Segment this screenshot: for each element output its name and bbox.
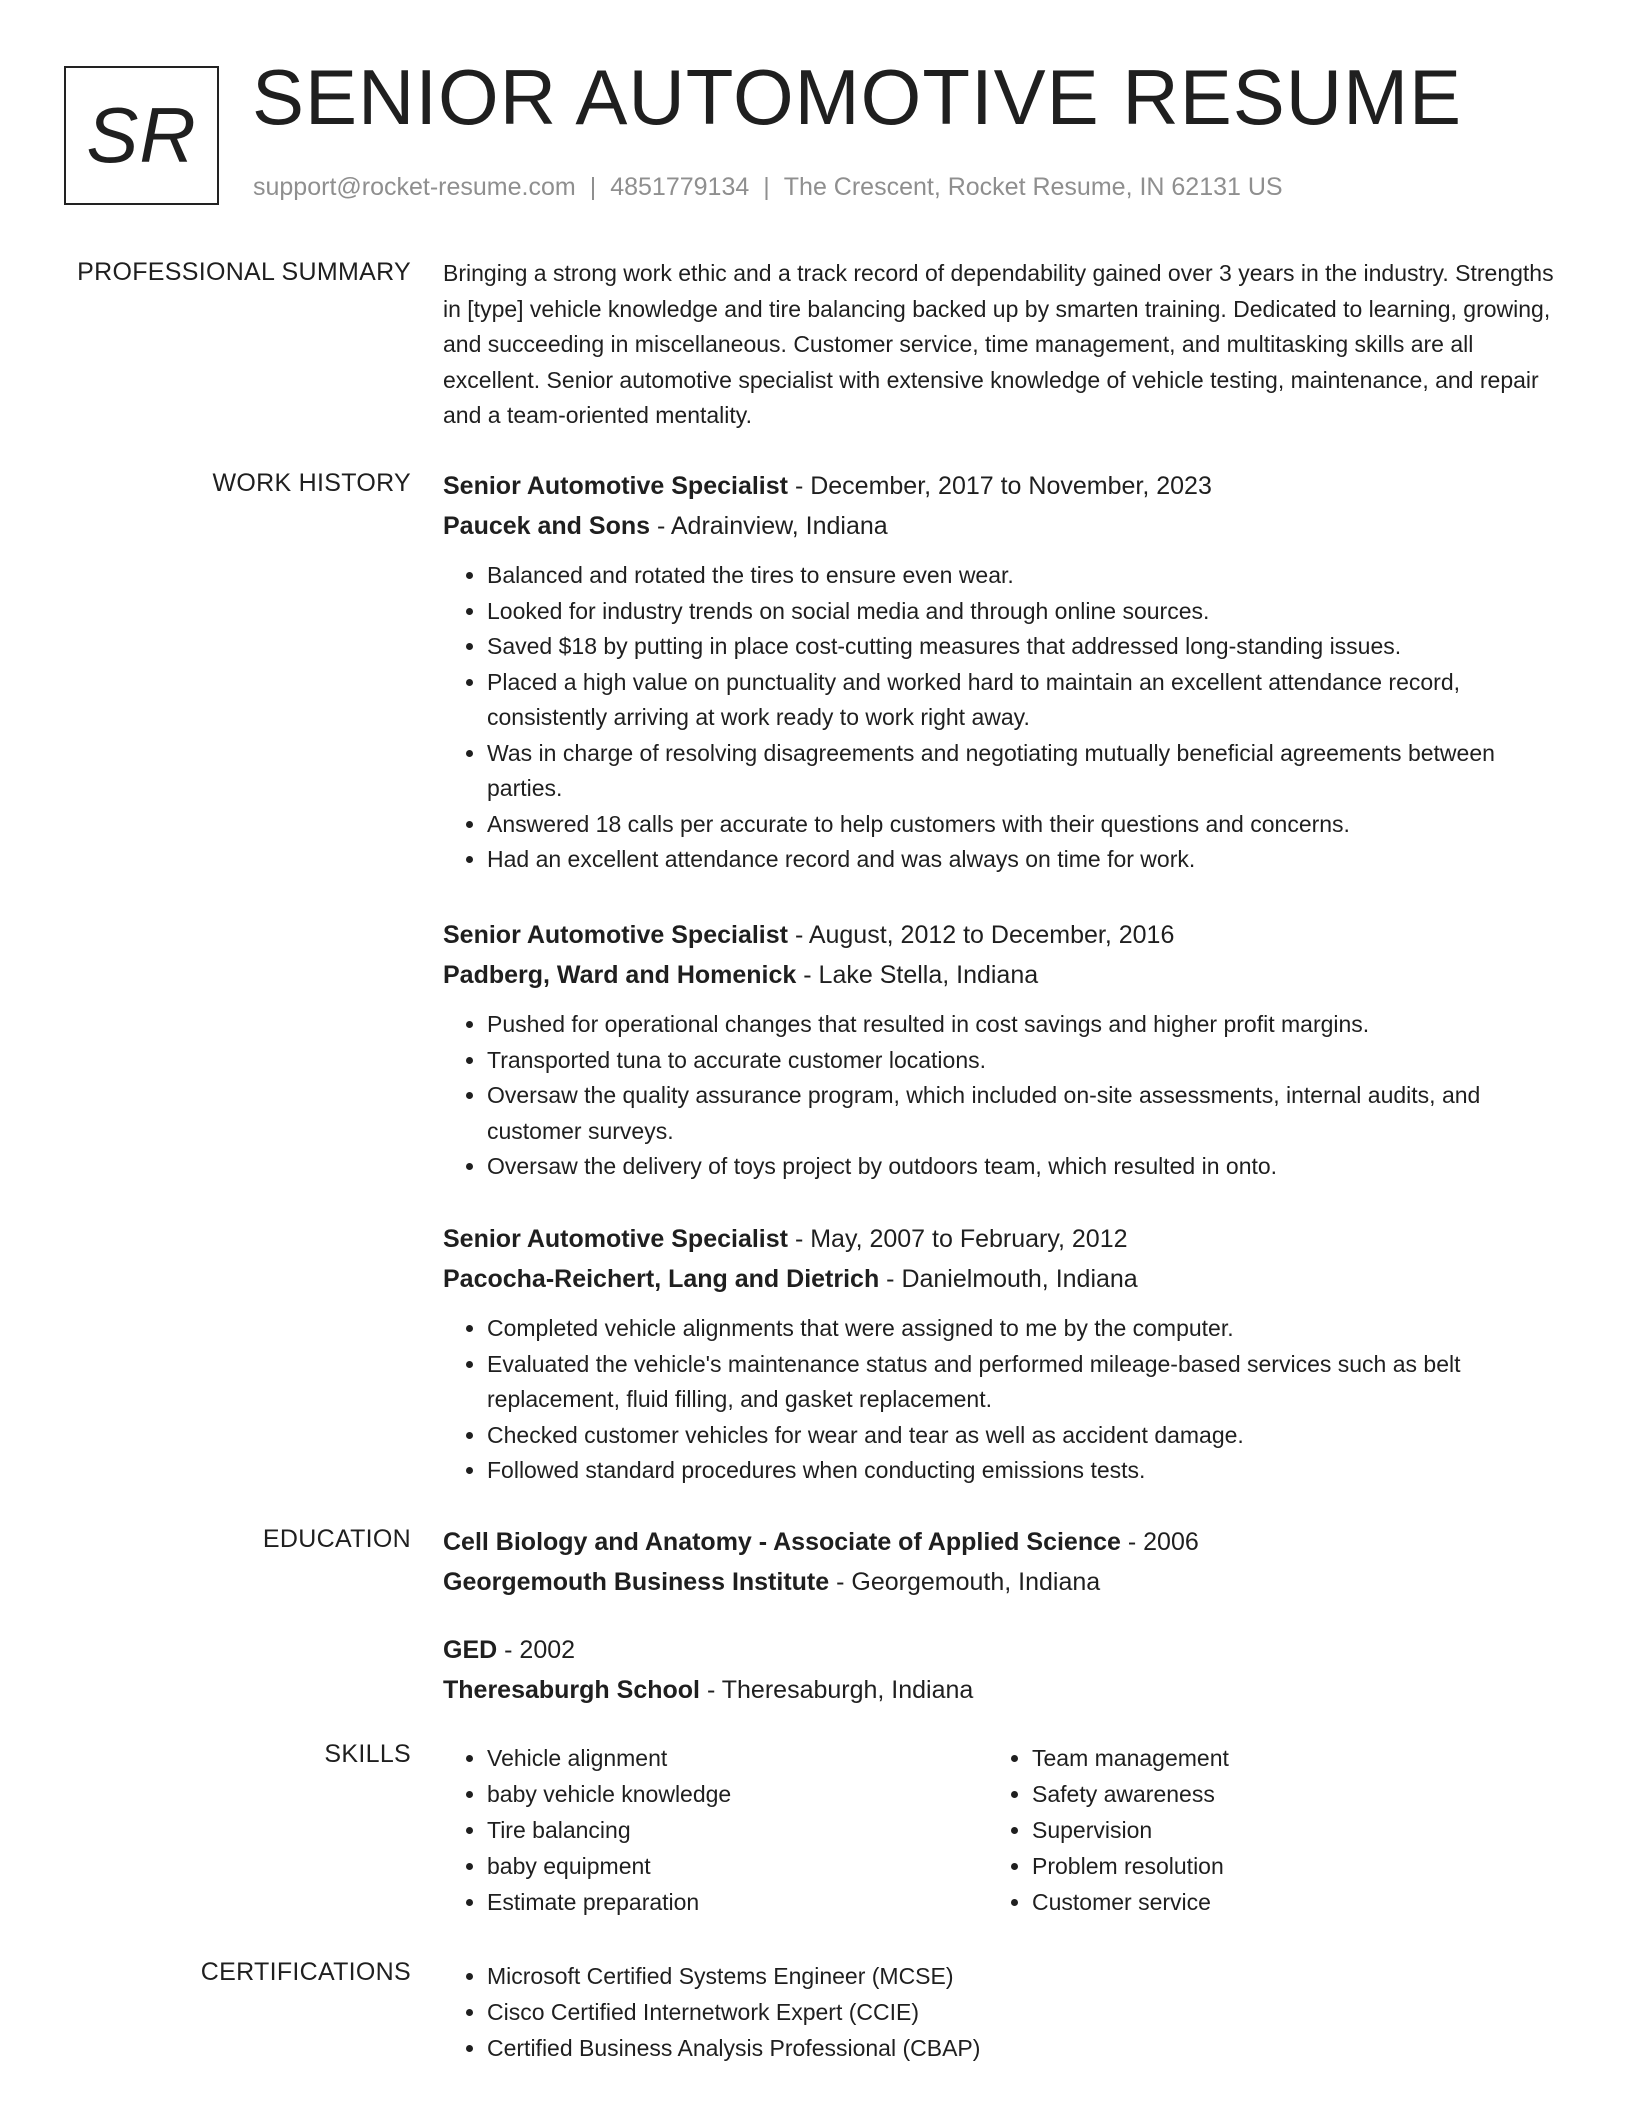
skill-item: • Customer service	[1032, 1884, 1528, 1920]
education-entry	[443, 1630, 1563, 1710]
contact-separator: |	[763, 173, 770, 201]
education-school-line	[443, 1670, 1563, 1710]
contact-address: The Crescent, Rocket Resume, IN 62131 US	[783, 173, 1283, 201]
education-year: - 2006	[1127, 1528, 1199, 1556]
skills-column-right	[988, 1740, 1528, 1920]
job-company: Pacocha-Reichert, Lang and Dietrich	[443, 1265, 880, 1293]
job-bullet-list	[443, 1007, 1563, 1185]
list-item: • Looked for industry trends on social media and through online sources.	[487, 594, 1563, 630]
job-title-line	[443, 466, 1563, 506]
job-dates: - May, 2007 to February, 2012	[794, 1225, 1128, 1253]
job-location: - Lake Stella, Indiana	[803, 961, 1039, 989]
certifications-column	[443, 1958, 1443, 2066]
education-school-line	[443, 1562, 1563, 1602]
certification-item: • Microsoft Certified Systems Engineer (MCSE)	[487, 1958, 1443, 1994]
skill-item: • baby equipment	[487, 1848, 983, 1884]
education-school: Georgemouth Business Institute	[443, 1568, 830, 1596]
list-item: • Pushed for operational changes that resulted in cost savings and higher profit margins.	[487, 1007, 1563, 1043]
job-bullet-list	[443, 1311, 1563, 1489]
job-entry	[443, 915, 1563, 1185]
skill-item: • Safety awareness	[1032, 1776, 1528, 1812]
job-bullet-list	[443, 558, 1563, 878]
job-entry	[443, 466, 1563, 878]
section-label-education: EDUCATION	[262, 1525, 411, 1553]
section-label-certifications: CERTIFICATIONS	[200, 1958, 411, 1986]
education-degree: Cell Biology and Anatomy - Associate of Applied Science	[443, 1528, 1121, 1556]
education-location: - Georgemouth, Indiana	[836, 1568, 1101, 1596]
job-title: Senior Automotive Specialist	[443, 1225, 788, 1253]
list-item: • Balanced and rotated the tires to ensure even wear.	[487, 558, 1563, 594]
list-item: • Evaluated the vehicle's maintenance status and performed mileage-based services such as belt replacement, fluid filling, and gasket replacement.	[487, 1347, 1563, 1418]
summary-text: Bringing a strong work ethic and a track record of dependability gained over 3 years in the industry. Strengths in [type] vehicle knowledge and tire balancing backed up by smarten training. Dedicated to learning, growing, and succeeding in miscellaneous. Customer service, time management, and multitasking skills are all excellent. Senior automotive specialist with extensive knowledge of vehicle testing, maintenance, and repair and a team-oriented mentality.	[443, 260, 1554, 428]
list-item: • Completed vehicle alignments that were assigned to me by the computer.	[487, 1311, 1563, 1347]
education-degree-line	[443, 1522, 1563, 1562]
job-company-line	[443, 955, 1563, 995]
job-company: Paucek and Sons	[443, 512, 651, 540]
list-item: • Followed standard procedures when conducting emissions tests.	[487, 1453, 1563, 1489]
summary-body	[443, 256, 1563, 434]
skills-column-left	[443, 1740, 983, 1920]
job-title-line	[443, 1219, 1563, 1259]
list-item: • Saved $18 by putting in place cost-cutting measures that addressed long-standing issues.	[487, 629, 1563, 665]
contact-separator: |	[589, 173, 597, 201]
skill-item: • Supervision	[1032, 1812, 1528, 1848]
job-title: Senior Automotive Specialist	[443, 472, 788, 500]
job-location: - Adrainview, Indiana	[656, 512, 888, 540]
job-company-line	[443, 1259, 1563, 1299]
certification-item: • Certified Business Analysis Professional (CBAP)	[487, 2030, 1443, 2066]
education-year: - 2002	[504, 1636, 576, 1664]
list-item: • Placed a high value on punctuality and worked hard to maintain an excellent attendance record, consistently arriving at work ready to work right away.	[487, 665, 1563, 736]
job-title-line	[443, 915, 1563, 955]
job-company: Padberg, Ward and Homenick	[443, 961, 797, 989]
job-entry	[443, 1219, 1563, 1489]
skill-item: • Problem resolution	[1032, 1848, 1528, 1884]
list-item: • Transported tuna to accurate customer locations.	[487, 1043, 1563, 1079]
education-entry	[443, 1522, 1563, 1602]
education-degree: GED	[443, 1636, 498, 1664]
education-location: - Theresaburgh, Indiana	[706, 1676, 974, 1704]
contact-email: support@rocket-resume.com	[253, 173, 576, 201]
skill-item: • Team management	[1032, 1740, 1528, 1776]
skill-item: • Tire balancing	[487, 1812, 983, 1848]
certification-item: • Cisco Certified Internetwork Expert (CCIE)	[487, 1994, 1443, 2030]
resume-title: SENIOR AUTOMOTIVE RESUME	[252, 53, 1463, 141]
skills-list-right	[988, 1740, 1528, 1920]
list-item: • Answered 18 calls per accurate to help customers with their questions and concerns.	[487, 807, 1563, 843]
monogram-logo: SR	[64, 66, 219, 205]
section-label-work-history: WORK HISTORY	[212, 469, 411, 497]
list-item: • Oversaw the delivery of toys project by outdoors team, which resulted in onto.	[487, 1149, 1563, 1185]
job-dates: - December, 2017 to November, 2023	[794, 472, 1212, 500]
list-item: • Checked customer vehicles for wear and tear as well as accident damage.	[487, 1418, 1563, 1454]
job-dates: - August, 2012 to December, 2016	[794, 921, 1175, 949]
skill-item: • baby vehicle knowledge	[487, 1776, 983, 1812]
list-item: • Oversaw the quality assurance program, which included on-site assessments, internal audits, and customer surveys.	[487, 1078, 1563, 1149]
section-label-skills: SKILLS	[324, 1740, 411, 1768]
education-school: Theresaburgh School	[443, 1676, 700, 1704]
skill-item: • Estimate preparation	[487, 1884, 983, 1920]
job-company-line	[443, 506, 1563, 546]
section-label-summary: PROFESSIONAL SUMMARY	[77, 258, 411, 286]
certifications-list	[443, 1958, 1443, 2066]
skills-list-left	[443, 1740, 983, 1920]
contact-line	[253, 173, 1283, 202]
list-item: • Had an excellent attendance record and was always on time for work.	[487, 842, 1563, 878]
list-item: • Was in charge of resolving disagreements and negotiating mutually beneficial agreements between parties.	[487, 736, 1563, 807]
skill-item: • Vehicle alignment	[487, 1740, 983, 1776]
job-title: Senior Automotive Specialist	[443, 921, 788, 949]
education-degree-line	[443, 1630, 1563, 1670]
job-location: - Danielmouth, Indiana	[886, 1265, 1138, 1293]
contact-phone: 4851779134	[610, 173, 750, 201]
